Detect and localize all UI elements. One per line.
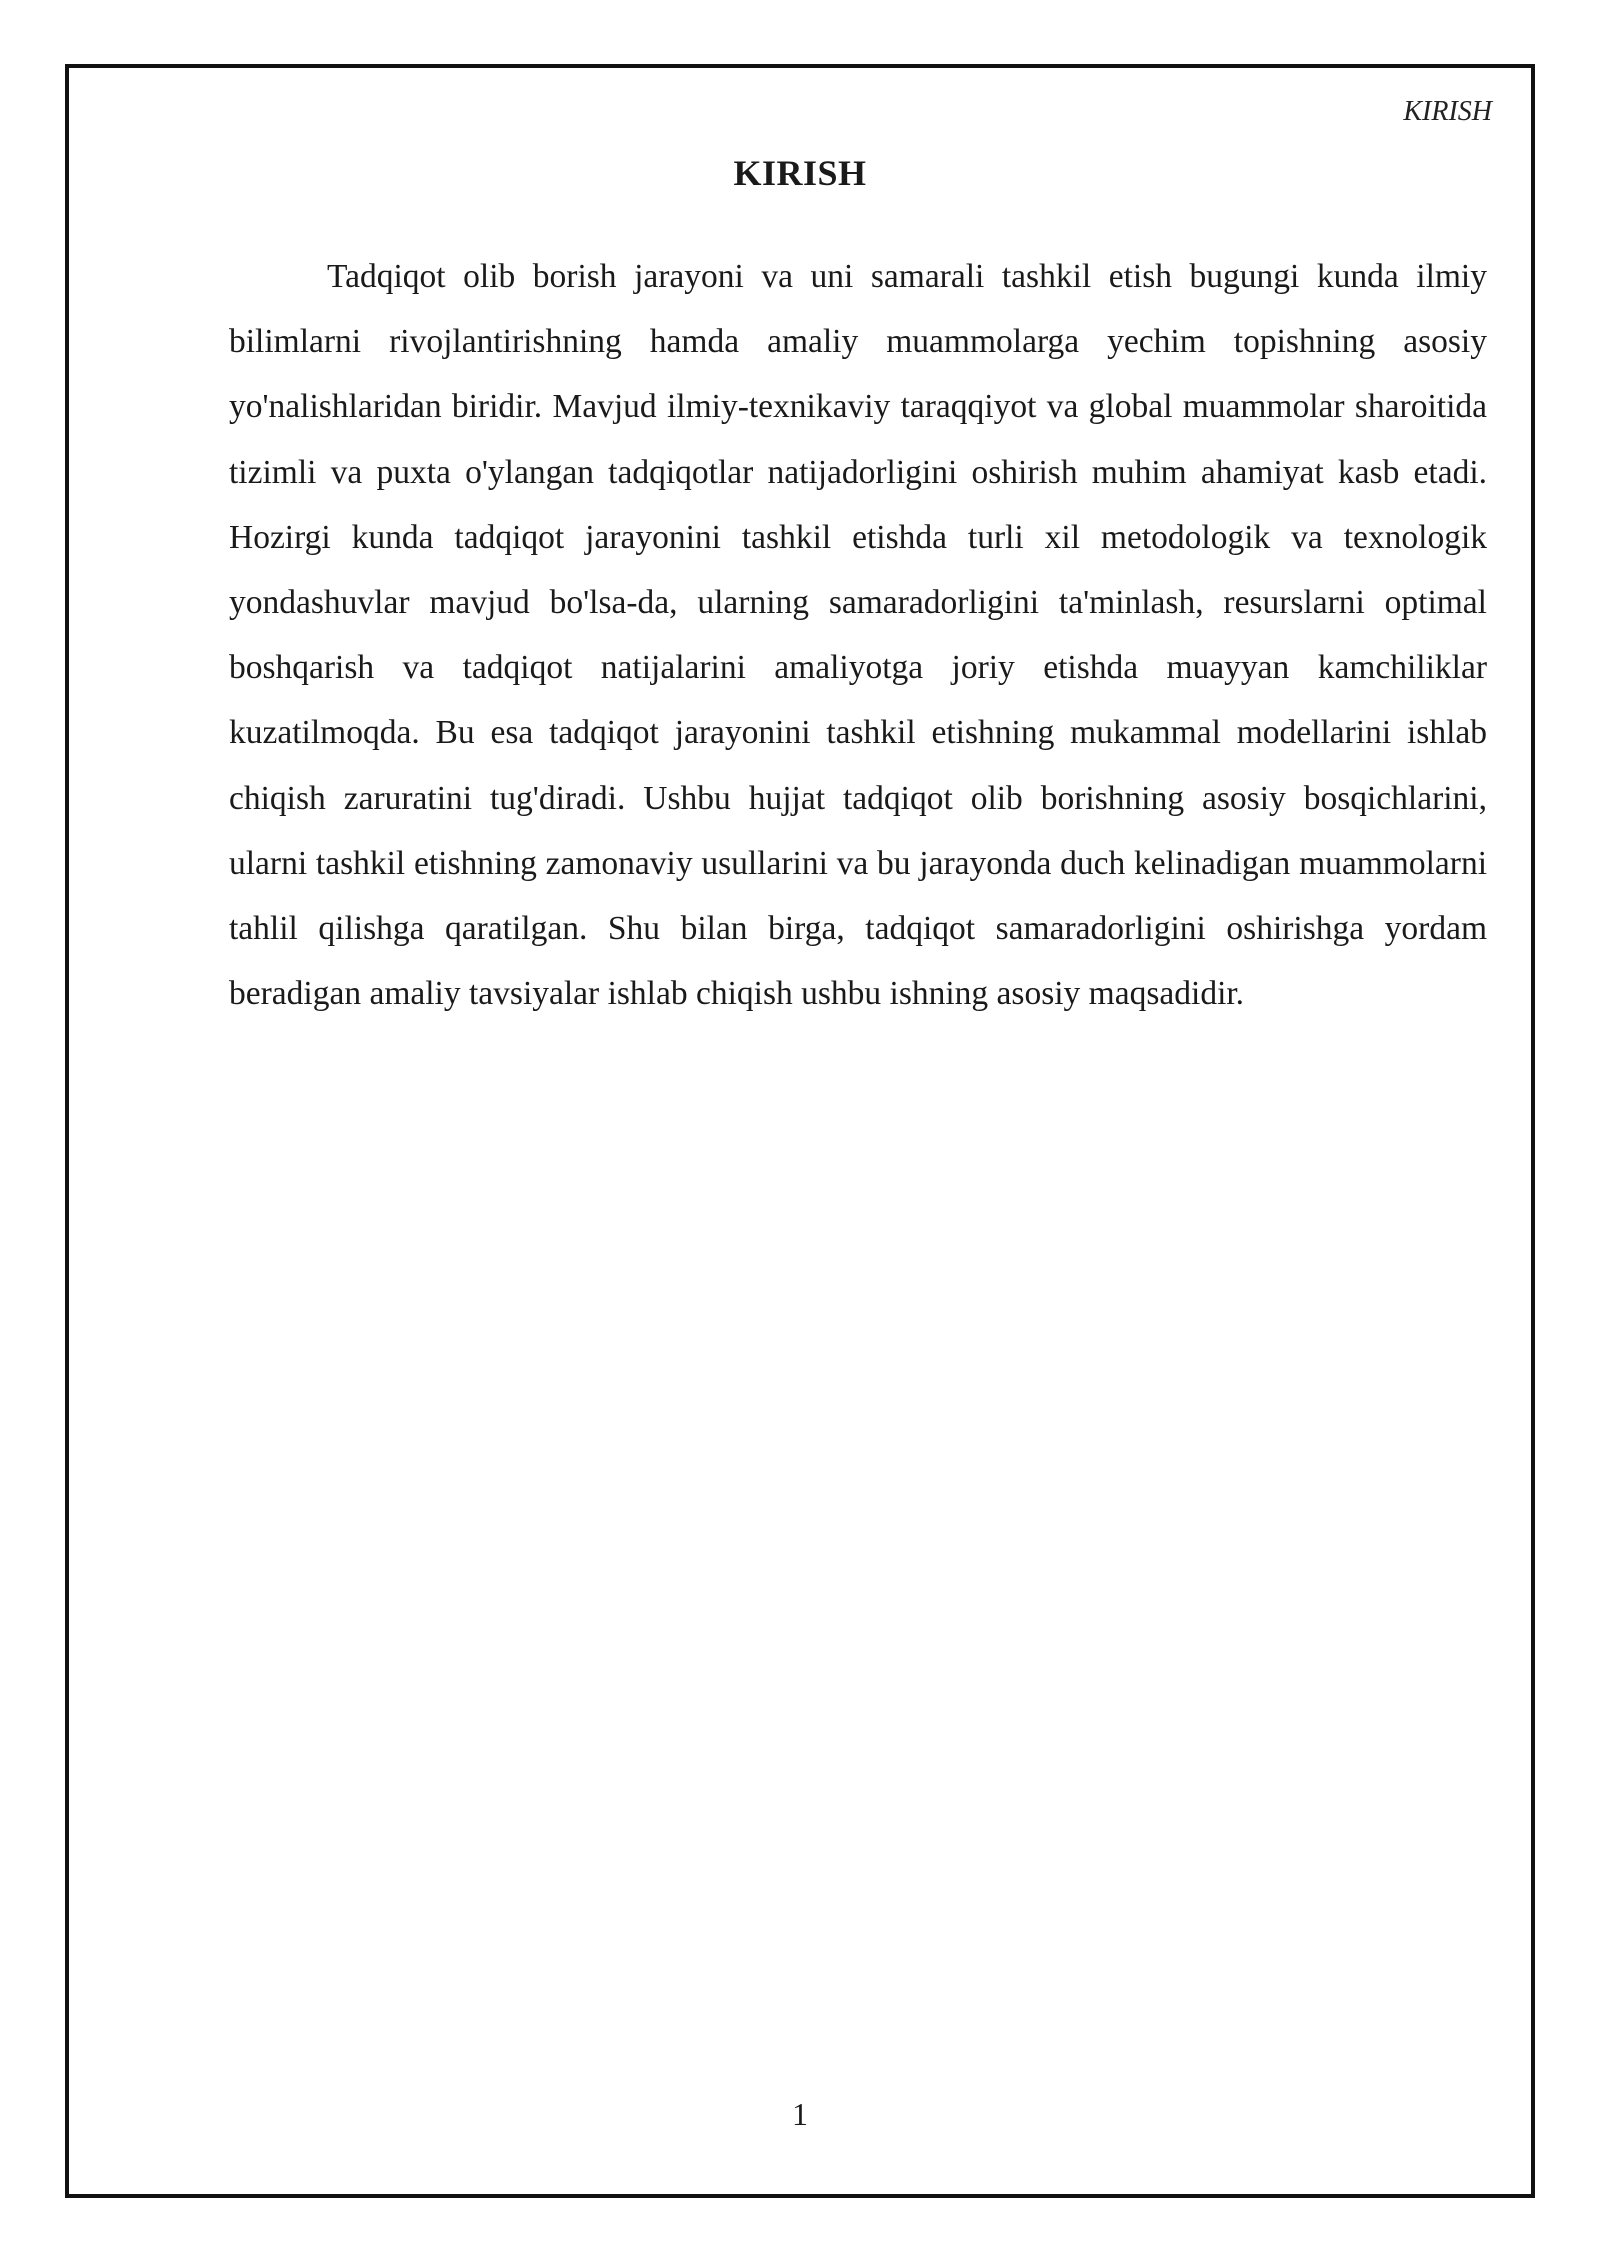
page-number: 1 <box>792 2096 808 2132</box>
running-header: KIRISH <box>1403 96 1492 127</box>
page-title: KIRISH <box>733 153 867 193</box>
body-paragraph: Tadqiqot olib borish jarayoni va uni samarali tashkil etish bugungi kunda ilmiy bilimlarni rivojlantirishning hamda amaliy muammolarga yechim topishning asosiy yo'nalishlaridan biridir. Mavjud ilmiy-texnikaviy taraqqiyot va global muammolar sharoitida tizimli va puxta o'ylangan tadqiqotlar natijadorligini oshirish muhim ahamiyat kasb etadi. Hozirgi kunda tadqiqot jarayonini tashkil etishda turli xil metodologik va texnologik yondashuvlar mavjud bo'lsa-da, ularning samaradorligini ta'minlash, resurslarni optimal boshqarish va tadqiqot natijalarini amaliyotga joriy etishda muayyan kamchiliklar kuzatilmoqda. Bu esa tadqiqot jarayonini tashkil etishning mukammal modellarini ishlab chiqish zaruratini tug'diradi. Ushbu hujjat tadqiqot olib borishning asosiy bosqichlarini, ularni tashkil etishning zamonaviy usullarini va bu jarayonda duch kelinadigan muammolarni tahlil qilishga qaratilgan. Shu bilan birga, tadqiqot samaradorligini oshirishga yordam beradigan amaliy tavsiyalar ishlab chiqish ushbu ishning asosiy maqsadidir. <box>229 258 1487 1013</box>
